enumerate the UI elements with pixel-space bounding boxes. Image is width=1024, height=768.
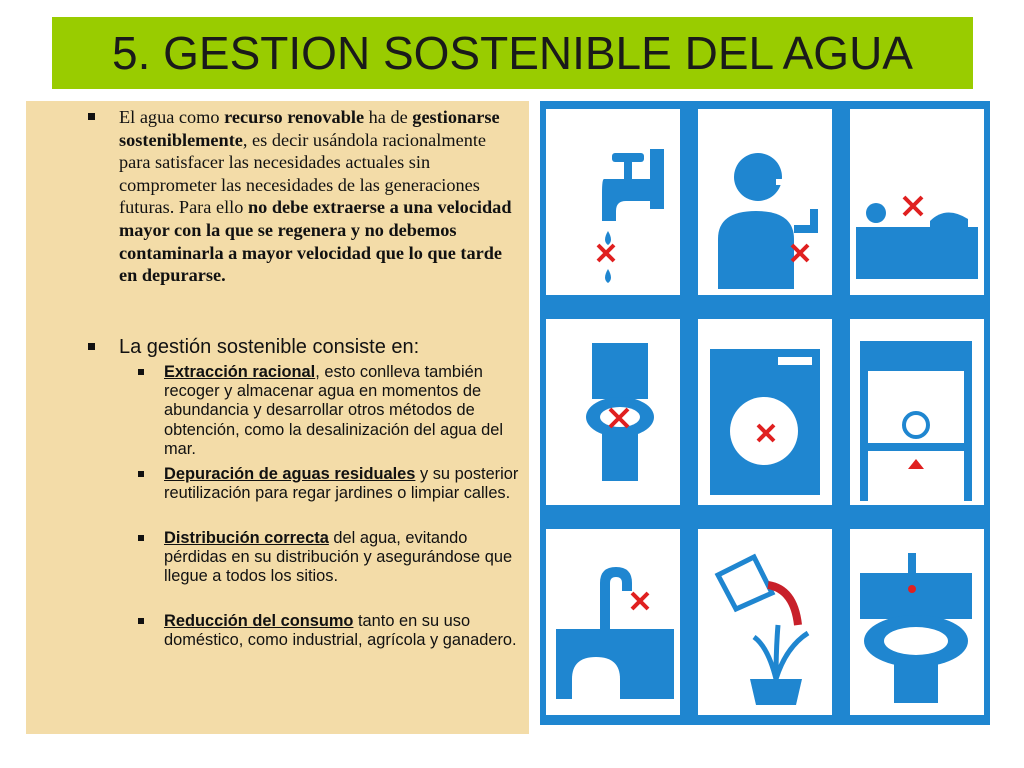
list-item-text [164,612,525,650]
list-item-text [164,529,525,587]
bathtub-icon [850,109,984,295]
bullet-square-icon [88,343,95,350]
list-item-label: Extracción racional [164,363,316,381]
paragraph-sustainable-management [92,335,517,359]
tile-watering-plant [698,529,832,715]
slide-title: 5. GESTION SOSTENIBLE DEL AGUA [112,27,913,79]
text-run: El agua como [119,107,225,127]
list-item-distribution [140,529,525,587]
list-item-extraction [140,363,525,459]
water-saving-icons-panel [540,101,990,725]
watering-plant-icon [698,529,832,715]
list-item-reduction [140,612,525,650]
list-item-rest: del agua, evitando pérdidas en su distribución y asegurándose que llegue a todos los sitios. [164,529,513,586]
list-item-label: Distribución correcta [164,529,329,547]
list-item-label: Reducción del consumo [164,612,354,630]
list-item-rest: , esto conlleva también recoger y almacenar agua en momentos de abundancia y desarrollar otros métodos de obtención, como la desalinización del agua del mar. [164,363,503,458]
tile-dripping-tap [546,109,680,295]
brushing-teeth-icon [698,109,832,295]
paragraph-text: La gestión sostenible consiste en: [119,336,420,358]
toilet-icon [850,529,984,715]
toilet-tank-icon [546,319,680,505]
tile-washing-machine [698,319,832,505]
dripping-tap-icon [546,109,680,295]
washing-machine-icon [698,319,832,505]
paragraph-renewable-resource [92,106,517,287]
bold-run: gestionarse sosteniblemente [119,107,500,150]
bullet-square-icon [88,113,95,120]
text-run: , es decir usándola racionalmente para satisfacer las necesidades actuales sin comprometer las necesidades de las generaciones futuras. Para ello [119,129,487,218]
bold-run: recurso renovable [224,107,365,127]
tile-brushing-teeth [698,109,832,295]
paragraph-text [119,106,517,287]
bullet-square-icon [138,618,144,624]
list-item-rest: tanto en su uso doméstico, como industrial, agrícola y ganadero. [164,612,517,650]
tile-toilet-tank [546,319,680,505]
list-item-label: Depuración de aguas residuales [164,465,416,483]
list-item-rest: y su posterior reutilización para regar jardines o limpiar calles. [164,465,519,503]
sink-tap-icon [546,529,680,715]
list-item-text [164,363,525,459]
tile-bathtub [850,109,984,295]
list-item-depuration [140,465,525,503]
tile-shower [850,319,984,505]
tile-sink-tap [546,529,680,715]
list-item-text [164,465,525,503]
bullet-square-icon [138,471,144,477]
bold-run: no debe extraerse a una velocidad mayor con la que se regenera y no debemos contaminarla a mayor velocidad que lo que tarde en depurarse. [119,197,512,286]
bullet-square-icon [138,535,144,541]
tile-toilet [850,529,984,715]
bullet-square-icon [138,369,144,375]
shower-icon [850,319,984,505]
text-run: ha de [364,107,413,127]
title-bar [52,17,973,89]
